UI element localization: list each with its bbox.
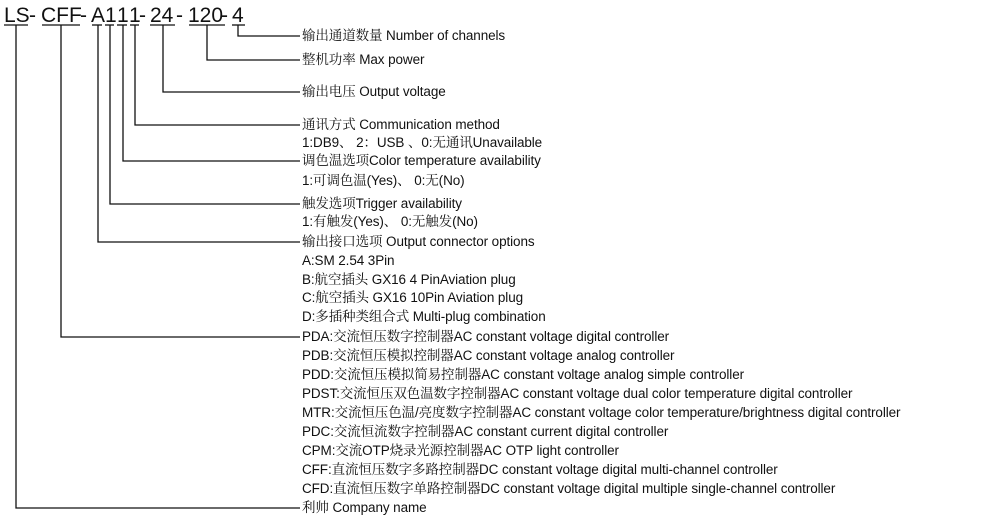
- trigger-options: 1:有触发(Yes)、 0:无触发(No): [302, 214, 478, 229]
- code-sep: -: [139, 4, 146, 27]
- controller-type: MTR:交流恒压色温/亮度数字控制器AC constant voltage color temperature/brightness digital controller: [302, 405, 901, 420]
- code-sep: -: [29, 4, 36, 27]
- controller-type: CPM:交流OTP烧录光源控制器AC OTP light controller: [302, 443, 619, 458]
- communication-options: 1:DB9、 2：USB 、0:无通讯Unavailable: [302, 135, 543, 150]
- controller-type: PDC:交流恒流数字控制器AC constant current digital controller: [302, 424, 669, 439]
- controller-type: PDA:交流恒压数字控制器AC constant voltage digital controller: [302, 329, 670, 344]
- code-voltage: 24: [150, 4, 174, 27]
- code-sep: -: [176, 4, 183, 27]
- code-sep: -: [80, 4, 87, 27]
- color-temp-options: 1:可调色温(Yes)、 0:无(No): [302, 173, 465, 188]
- label-trigger: 触发选项Trigger availability: [302, 196, 462, 211]
- connector-option: C:航空插头 GX16 10Pin Aviation plug: [302, 290, 524, 305]
- code-color-temp: 1: [117, 4, 129, 27]
- label-connector: 输出接口选项 Output connector options: [302, 234, 535, 249]
- code-communication: 1: [129, 4, 141, 27]
- code-power: 120: [188, 4, 224, 27]
- label-output-voltage: 输出电压 Output voltage: [302, 84, 446, 99]
- connector-option: A:SM 2.54 3Pin: [302, 253, 395, 268]
- code-channels: 4: [232, 4, 244, 27]
- controller-type: PDD:交流恒压模拟简易控制器AC constant voltage analog simple controller: [302, 367, 744, 382]
- label-max-power: 整机功率 Max power: [302, 52, 425, 67]
- connector-option: B:航空插头 GX16 4 PinAviation plug: [302, 272, 516, 287]
- code-cff: CFF: [41, 4, 82, 27]
- code-ls: LS: [4, 4, 30, 27]
- code-trigger: 1: [105, 4, 117, 27]
- code-sep: -: [221, 4, 228, 27]
- label-channels: 输出通道数量 Number of channels: [302, 28, 506, 43]
- controller-type: CFF:直流恒压数字多路控制器DC constant voltage digital multi-channel controller: [302, 462, 778, 477]
- connector-option: D:多插种类组合式 Multi-plug combination: [302, 309, 546, 324]
- controller-type: CFD:直流恒压数字单路控制器DC constant voltage digital multiple single-channel controller: [302, 481, 836, 496]
- controller-type: PDB:交流恒压模拟控制器AC constant voltage analog controller: [302, 348, 675, 363]
- controller-type: PDST:交流恒压双色温数字控制器AC constant voltage dual color temperature digital controller: [302, 386, 853, 401]
- label-color-temp: 调色温选项Color temperature availability: [302, 153, 541, 168]
- code-connector: A: [91, 4, 106, 27]
- label-company: 利帅 Company name: [302, 500, 427, 515]
- label-communication: 通讯方式 Communication method: [302, 117, 500, 132]
